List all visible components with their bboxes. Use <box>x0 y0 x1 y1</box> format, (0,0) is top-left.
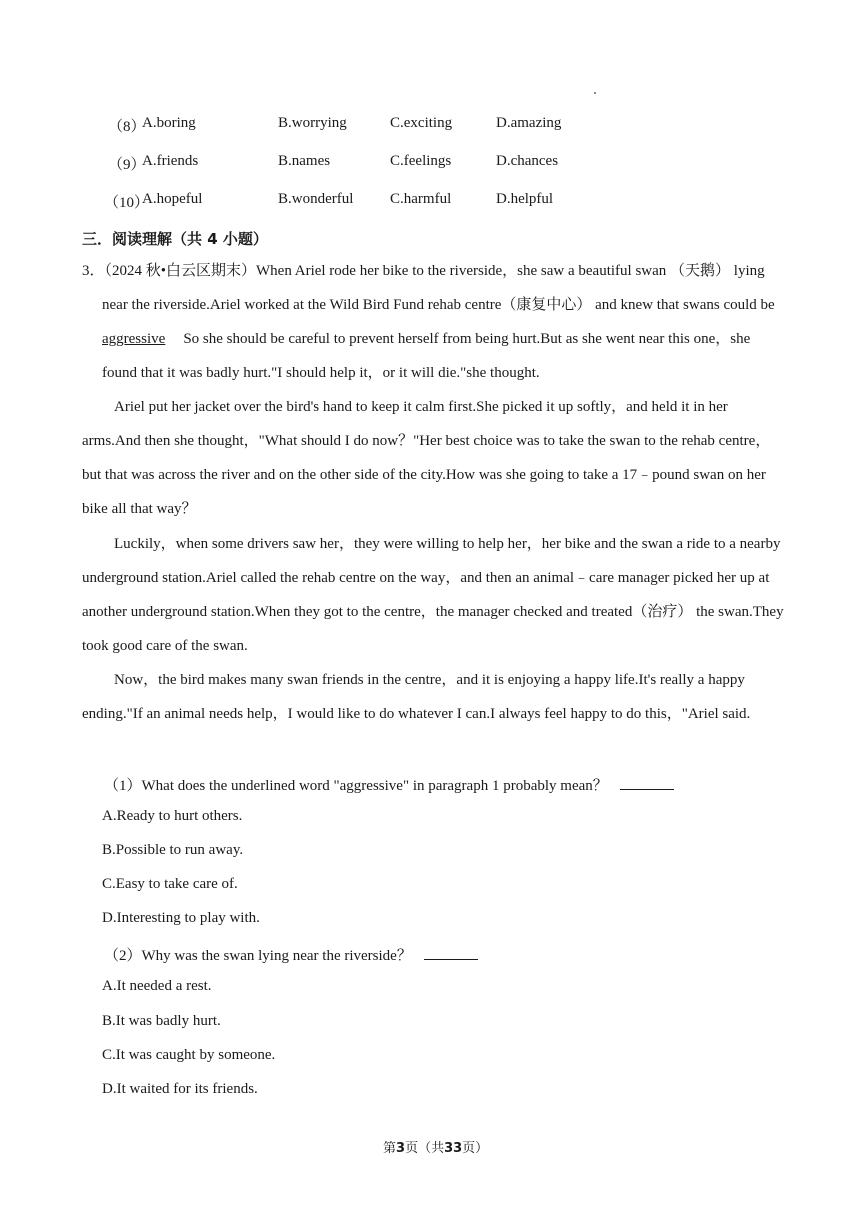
option-b: B.worrying <box>278 115 347 131</box>
passage-line: found that it was badly hurt."I should help it，or it will die."she thought. <box>102 365 540 381</box>
answer-option: D.Interesting to play with. <box>102 910 260 926</box>
option-number: （8） <box>108 119 146 135</box>
answer-blank[interactable] <box>620 777 674 790</box>
passage-line: bike all that way？ <box>82 501 197 517</box>
option-number: （10） <box>104 195 150 211</box>
passage-line: Luckily，when some drivers saw her，they were willing to help her，her bike and the swan a ride to a nearby <box>114 536 781 552</box>
option-c: C.harmful <box>390 191 452 207</box>
passage-line: arms.And then she thought，"What should I do now？"Her best choice was to take the swan to the rehab centre， <box>82 433 771 449</box>
answer-option: A.It needed a rest. <box>102 978 212 994</box>
footer-page-number: 3 <box>396 1141 406 1156</box>
passage-line: Now，the bird makes many swan friends in the centre，and it is enjoying a happy life.It's really a happy <box>114 672 745 688</box>
footer-total-pages: 33 <box>444 1141 463 1156</box>
answer-option: C.It was caught by someone. <box>102 1047 276 1063</box>
option-b: B.wonderful <box>278 191 354 207</box>
footer-text: 页（共 <box>405 1141 445 1156</box>
answer-option: C.Easy to take care of. <box>102 876 238 892</box>
question-stem-text: （1）What does the underlined word "aggressive" in paragraph 1 probably mean？ <box>104 778 608 794</box>
passage-line: 3．（2024 秋•白云区期末）When Ariel rode her bike to the riverside，she saw a beautiful swan （天鹅） lying <box>82 263 765 279</box>
passage-paragraph-1 <box>82 254 786 390</box>
passage-line: ending."If an animal needs help，I would like to do whatever I can.I always feel happy to do this，"Ariel said. <box>82 706 751 722</box>
passage-line: Ariel put her jacket over the bird's hand to keep it calm first.She picked it up softly，and held it in her <box>114 399 728 415</box>
passage-line: underground station.Ariel called the rehab centre on the way，and then an animal﹣care manager picked her up at <box>82 570 770 586</box>
passage-line: near the riverside.Ariel worked at the Wild Bird Fund rehab centre（康复中心） and knew that swans could be <box>102 297 775 313</box>
option-number: （9） <box>108 157 146 173</box>
passage-line: another underground station.When they got to the centre，the manager checked and treated（治疗） the swan.They <box>82 604 784 620</box>
option-a: A.boring <box>142 115 196 131</box>
passage-line: took good care of the swan. <box>82 638 248 654</box>
footer-text: 页） <box>462 1141 489 1156</box>
question-stem <box>104 774 674 795</box>
option-a: A.friends <box>142 153 199 169</box>
answer-option: D.It waited for its friends. <box>102 1081 258 1097</box>
answer-option: B.It was badly hurt. <box>102 1013 221 1029</box>
option-d: D.helpful <box>496 191 554 207</box>
passage-paragraph-4 <box>82 663 786 731</box>
underlined-word: aggressive <box>102 331 166 347</box>
passage-line-text: So she should be careful to prevent herself from being hurt.But as she went near this one，she <box>183 331 751 347</box>
option-b: B.names <box>278 153 331 169</box>
option-a: A.hopeful <box>142 191 203 207</box>
option-c: C.exciting <box>390 115 453 131</box>
option-d: D.chances <box>496 153 559 169</box>
passage-line: but that was across the river and on the other side of the city.How was she going to take a 17﹣pound swan on her <box>82 467 766 483</box>
option-d: D.amazing <box>496 115 562 131</box>
answer-option: A.Ready to hurt others. <box>102 808 243 824</box>
passage-line <box>82 322 786 356</box>
page-footer <box>383 1137 488 1156</box>
answer-blank[interactable] <box>424 947 478 960</box>
answer-option: B.Possible to run away. <box>102 842 244 858</box>
passage-paragraph-3 <box>82 527 786 663</box>
passage-paragraph-2 <box>82 390 786 526</box>
footer-text: 第 <box>383 1141 397 1156</box>
question-stem-text: （2）Why was the swan lying near the riverside？ <box>104 948 412 964</box>
option-c: C.feelings <box>390 153 452 169</box>
speck <box>594 92 596 94</box>
section-title: 三．阅读理解（共 4 小题） <box>82 230 268 248</box>
question-stem <box>104 944 478 965</box>
